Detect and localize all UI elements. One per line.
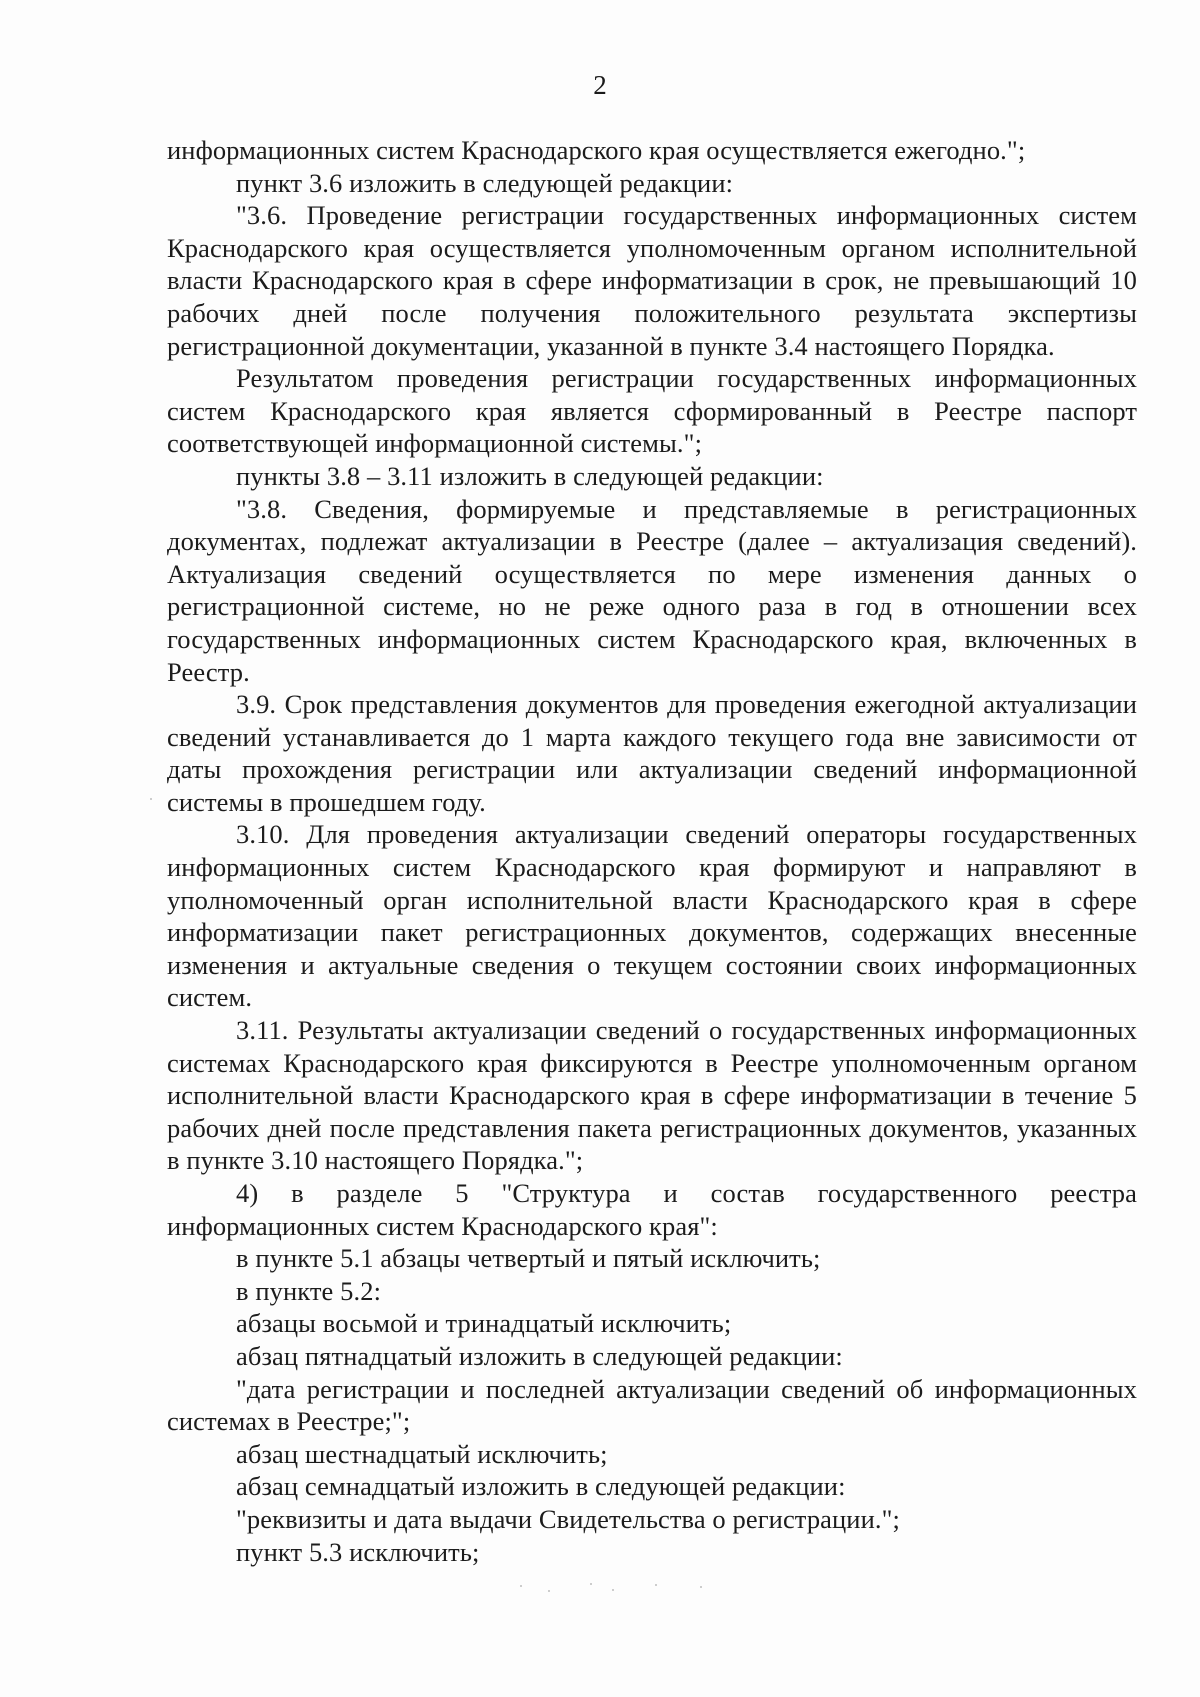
paragraph: Результатом проведения регистрации государственных информационных систем Краснодарского края является сформированный в Реестре паспорт соответствующей информационной системы."; [167,363,1137,459]
paragraph: абзац пятнадцатый изложить в следующей редакции: [236,1340,843,1371]
paragraph: абзац семнадцатый изложить в следующей редакции: [236,1471,846,1502]
paragraph: "3.8. Сведения, формируемые и представляемые в регистрационных документах, подлежат актуализации в Реестре (далее – актуализация сведений). Актуализация сведений осуществляется по мере изменения данных о регистрационной системе, но не реже одного раза в год в отношении всех государственных информационных систем Краснодарского края, включенных в Реестр. [167,493,1137,687]
paragraph: абзацы восьмой и тринадцатый исключить; [236,1308,732,1339]
paragraph: в пункте 5.2: [236,1275,382,1306]
paragraph: "дата регистрации и последней актуализации сведений об информационных системах в Реестре;"; [167,1373,1137,1437]
scan-speck [612,1589,614,1591]
scan-speck [700,1586,702,1588]
paragraph: информационных систем Краснодарского края осуществляется ежегодно."; [167,135,1026,165]
scan-speck [548,1590,550,1592]
paragraph: 3.9. Срок представления документов для проведения ежегодной актуализации сведений устанавливается до 1 марта каждого текущего года вне зависимости от даты прохождения регистрации или актуализации сведений информационной системы в прошедшем году. [167,689,1137,817]
page-number: 2 [593,70,607,100]
paragraph: абзац шестнадцатый исключить; [236,1438,608,1469]
paragraph: пункт 3.6 изложить в следующей редакции: [236,167,734,198]
scan-speck [150,798,152,800]
scan-speck [520,1585,522,1587]
paragraph: 3.10. Для проведения актуализации сведений операторы государственных информационных систем Краснодарского края формируют и направляют в уполномоченный орган исполнительной власти Краснодарского края в сфере информатизации пакет регистрационных документов, содержащих внесенные изменения и актуальные сведения о текущем состоянии своих информационных систем. [167,819,1137,1013]
paragraph: пункты 3.8 – 3.11 изложить в следующей редакции: [236,460,824,491]
paragraph: 3.11. Результаты актуализации сведений о государственных информационных системах Краснодарского края фиксируются в Реестре уполномоченным органом исполнительной власти Краснодарского края в сфере информатизации в течение 5 рабочих дней после представления пакета регистрационных документов, указанных в пункте 3.10 настоящего Порядка."; [167,1015,1137,1176]
paragraph: пункт 5.3 исключить; [236,1536,480,1567]
paragraph: "реквизиты и дата выдачи Свидетельства о регистрации."; [236,1503,900,1534]
document-body [167,134,1137,1568]
paragraph: "3.6. Проведение регистрации государственных информационных систем Краснодарского края осуществляется уполномоченным органом исполнительной власти Краснодарского края в сфере информатизации в срок, не превышающий 10 рабочих дней после получения положительного результата экспертизы регистрационной документации, указанной в пункте 3.4 настоящего Порядка. [167,200,1137,361]
paragraph: 4) в разделе 5 "Структура и состав государственного реестра информационных систем Краснодарского края": [167,1178,1137,1241]
scan-speck [655,1584,657,1586]
paragraph: в пункте 5.1 абзацы четвертый и пятый исключить; [236,1243,821,1274]
scan-speck [590,1583,592,1585]
